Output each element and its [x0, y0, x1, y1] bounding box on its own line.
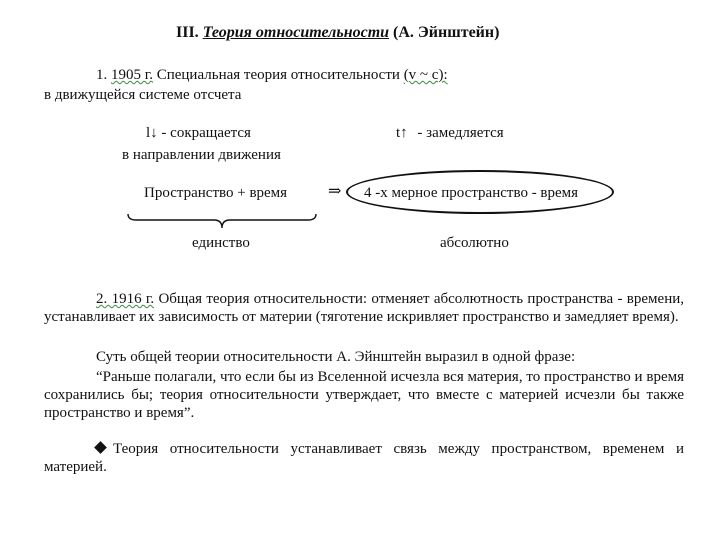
special-line1: [96, 66, 448, 84]
summary-paragraph: [44, 440, 684, 476]
up-arrow-icon: ↑: [400, 125, 408, 141]
diamond-bullet-icon: [94, 441, 107, 454]
general-text: Общая теория относительности: отменяет абсолютность пространства - времени, устанавливает их зависимость от материи (тяготение искривляет пространство и замедляет время).: [44, 291, 684, 325]
general-year: 2. 1916 г.: [96, 291, 155, 307]
unity-label: единство: [192, 235, 250, 251]
general-paragraph: [44, 290, 684, 326]
special-formula: (v ~ c):: [403, 67, 448, 83]
length-direction: в направлении движения: [122, 147, 281, 163]
einstein-quote: “Раньше полагали, что если бы из Вселенной исчезла вся материя, то пространство и время сохранились бы; теория относительности утверждает, что вместе с материей исчезли бы также пространство и время”.: [44, 369, 684, 421]
special-title: Специальная теория относительности: [156, 67, 400, 83]
space-time-sum: Пространство + время: [144, 185, 288, 201]
time-symbol: t: [396, 125, 401, 141]
special-line2: в движущейся системе отсчета: [44, 87, 242, 103]
length-contraction: [146, 124, 251, 142]
implies-arrow-icon: ⇒: [328, 183, 342, 200]
length-text: - сокращается: [161, 125, 251, 141]
down-arrow-icon: ↓: [150, 125, 158, 141]
essence-paragraph: Суть общей теории относительности А. Эйнштейн выразил в одной фразе:: [96, 349, 576, 365]
underbrace-icon: [126, 212, 318, 232]
summary-text: Теория относительности устанавливает связь между пространством, временем и материей.: [44, 441, 684, 475]
heading-title: Теория относительности: [202, 24, 390, 41]
time-dilation: [396, 124, 504, 142]
special-number: 1.: [96, 67, 108, 83]
four-d-spacetime: 4 -х мерное пространство - время: [364, 185, 579, 201]
section-heading: [176, 24, 499, 42]
special-year: 1905 г.: [111, 67, 153, 83]
heading-author: (А. Эйнштейн): [393, 24, 500, 41]
heading-number: III.: [176, 24, 199, 41]
absolute-label: абсолютно: [440, 235, 509, 251]
time-text: - замедляется: [417, 125, 504, 141]
length-symbol: l: [146, 125, 151, 141]
